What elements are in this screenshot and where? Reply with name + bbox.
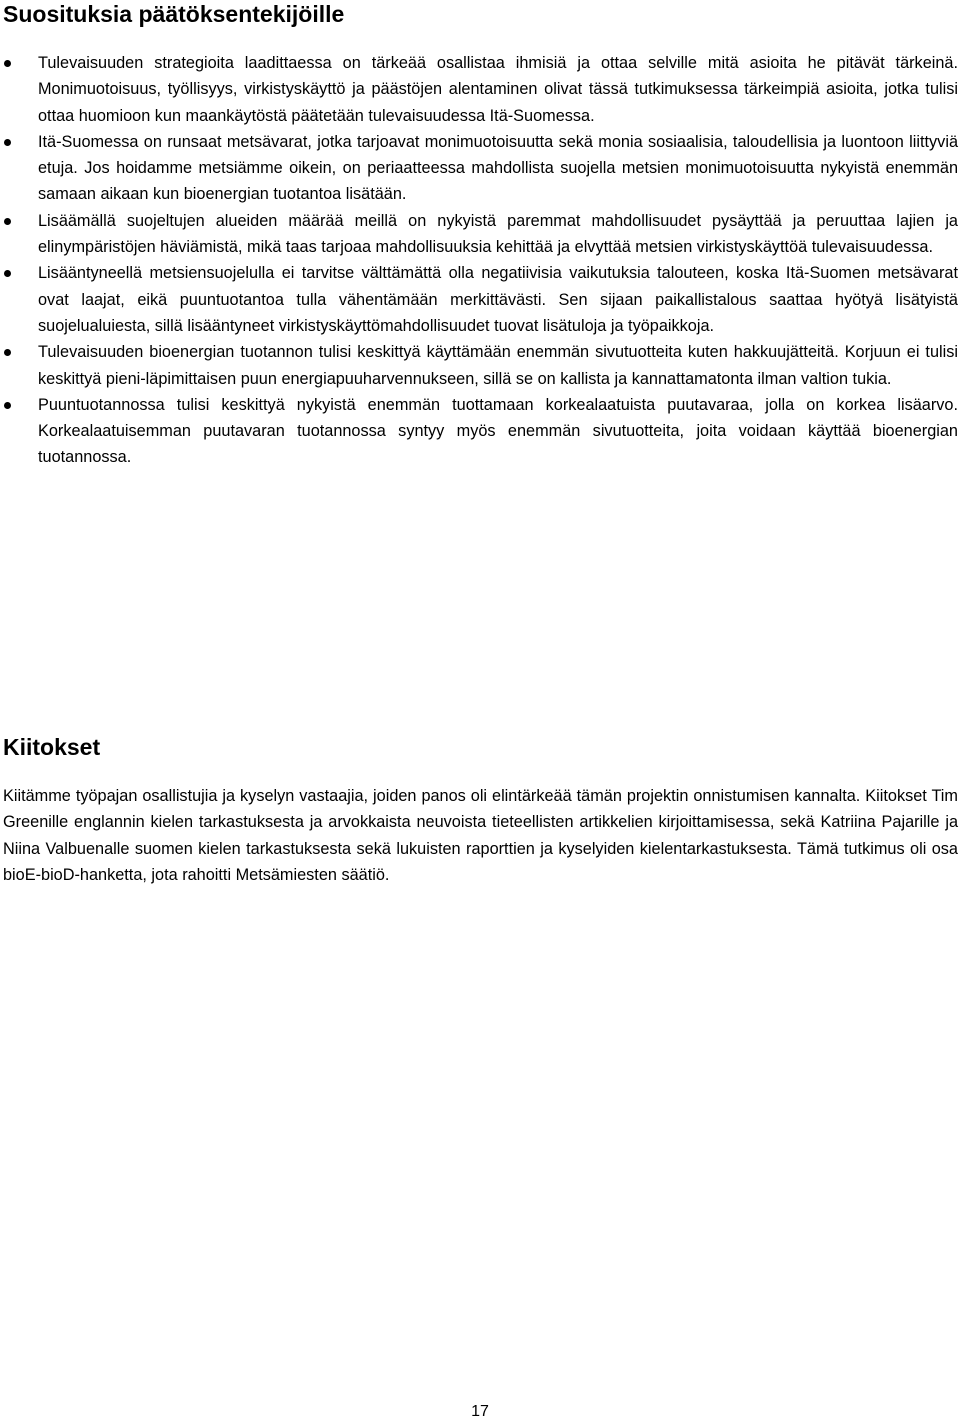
recommendations-list: [0, 50, 958, 471]
list-item: [0, 339, 958, 392]
bullet-icon: [4, 139, 11, 146]
list-item: [0, 129, 958, 208]
bullet-icon: [4, 60, 11, 67]
list-item-text: Lisäämällä suojeltujen alueiden määrää meillä on nykyistä paremmat mahdollisuudet pysäyttää ja peruuttaa lajien ja elinympäristöjen häviämistä, mikä taas tarjoaa mahdollisuuksia kehittää ja elvyttää metsien virkistyskäyttöä tulevaisuudessa.: [38, 211, 958, 257]
list-item: [0, 50, 958, 129]
recommendations-heading: Suosituksia päätöksentekijöille: [3, 1, 345, 27]
list-item-text: Lisääntyneellä metsiensuojelulla ei tarvitse välttämättä olla negatiivisia vaikutuksia talouteen, koska Itä-Suomen metsävarat ovat laajat, eikä puuntuotantoa tulla vähentämään merkittävästi. Sen sijaan paikallistalous saattaa hyötyä lisätyistä suojelualuiesta, sillä lisääntyneet virkistyskäyttömahdollisuudet tuovat lisätuloja ja työpaikkoja.: [38, 264, 958, 335]
list-item: [0, 392, 958, 471]
bullet-icon: [4, 349, 11, 356]
bullet-icon: [4, 270, 11, 277]
list-item: [0, 260, 958, 339]
page-number: 17: [471, 1403, 489, 1420]
bullet-icon: [4, 402, 11, 409]
list-item-text: Tulevaisuuden bioenergian tuotannon tulisi keskittyä käyttämään enemmän sivutuotteita kuten hakkuujätteitä. Korjuun ei tulisi keskittyä pieni-läpimittaisen puun energiapuuharvennukseen, sillä se on kallista ja kannattamatonta ilman valtion tukia.: [38, 343, 958, 388]
list-item-text: Tulevaisuuden strategioita laadittaessa on tärkeää osallistaa ihmisiä ja ottaa selville mitä asioita he pitävät tärkeinä. Monimuotoisuus, työllisyys, virkistyskäyttö ja päästöjen alentaminen olivat tässä tutkimuksessa tärkeimpiä asioita, jotka tulisi ottaa huomioon kun maankäytöstä päätetään tulevaisuudessa Itä-Suomessa.: [38, 54, 958, 125]
list-item-text: Itä-Suomessa on runsaat metsävarat, jotka tarjoavat monimuotoisuutta sekä monia sosiaalisia, taloudellisia ja luontoon liittyviä etuja. Jos hoidamme metsiämme oikein, on periaatteessa mahdollista suojella metsien monimuotoisuutta nykyistä enemmän samaan aikaan kun bioenergian tuotantoa lisätään.: [38, 132, 958, 204]
thanks-heading: Kiitokset: [3, 734, 101, 760]
list-item-text: Puuntuotannossa tulisi keskittyä nykyistä enemmän tuottamaan korkealaatuista puutavaraa, jolla on korkea lisäarvo. Korkealaatuisemman puutavaran tuotannossa syntyy myös enemmän sivutuotteita, joita voidaan käyttää bioenergian tuotannossa.: [38, 395, 958, 467]
list-item: [0, 208, 958, 261]
bullet-icon: [4, 218, 11, 225]
thanks-paragraph: Kiitämme työpajan osallistujia ja kyselyn vastaajia, joiden panos oli elintärkeää tämän projektin onnistumisen kannalta. Kiitokset Tim Greenille englannin kielen tarkastuksesta ja arvokkaista neuvoista tieteellisten artikkelien kirjoittamisessa, sekä Katriina Pajarille ja Niina Valbuenalle suomen kielen tarkastuksesta sekä lukuisten raporttien ja kyselyiden kielentarkastuksesta. Tämä tutkimus oli osa bioE-bioD-hanketta, jota rahoitti Metsämiesten säätiö.: [3, 787, 958, 884]
